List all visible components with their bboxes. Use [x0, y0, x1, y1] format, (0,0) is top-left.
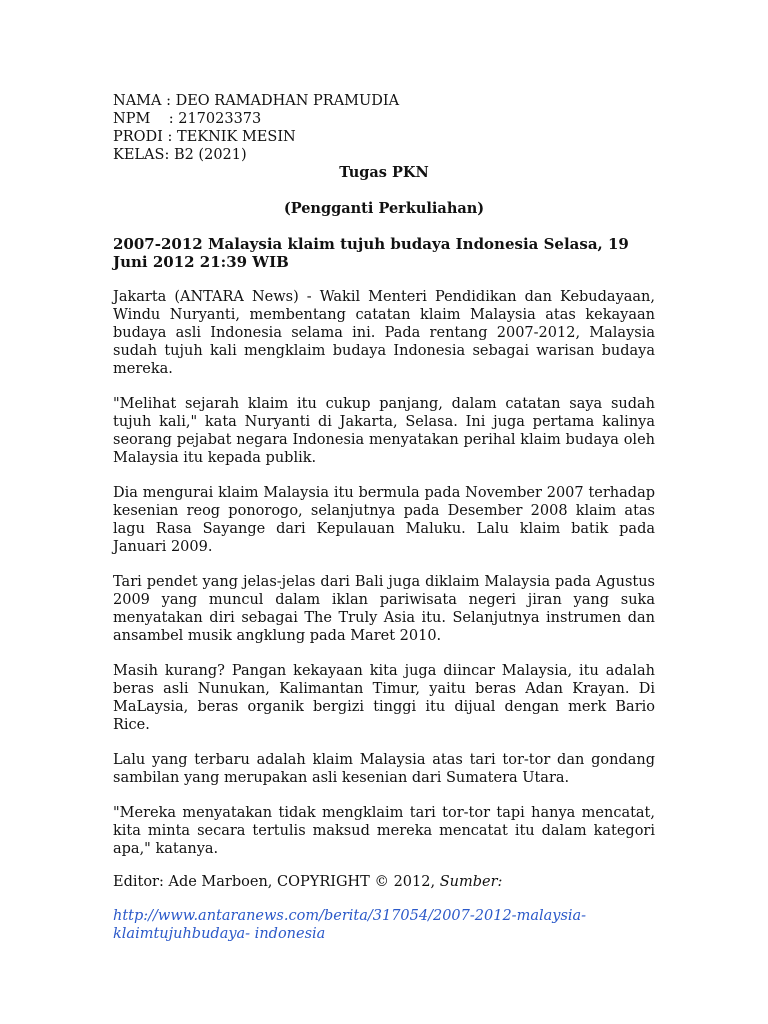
paragraph-1: Jakarta (ANTARA News) - Wakil Menteri Pendidikan dan Kebudayaan, Windu Nuryanti, membentang catatan klaim Malaysia atas kekayaan budaya asli Indonesia selama ini. Pada rentang 2007-2012, Malaysia sudah tujuh kali mengklaim budaya Indonesia sebagai warisan budaya mereka.	[113, 289, 655, 377]
assignment-subtitle: (Pengganti Perkuliahan)	[283, 200, 485, 217]
editor-text: Editor: Ade Marboen, COPYRIGHT © 2012,	[113, 874, 440, 890]
editor-credit	[113, 873, 655, 891]
source-link-line-2[interactable]: klaimtujuhbudaya- indonesia	[113, 926, 326, 942]
paragraph-2: "Melihat sejarah klaim itu cukup panjang, dalam catatan saya sudah tujuh kali," kata Nuryanti di Jakarta, Selasa. Ini juga pertama kalinya seorang pejabat negara Indonesia menyatakan perihal klaim budaya oleh Malaysia itu kepada publik.	[113, 396, 655, 466]
source-link-block	[113, 907, 655, 943]
paragraph-3: Dia mengurai klaim Malaysia itu bermula pada November 2007 terhadap kesenian reog ponorogo, selanjutnya pada Desember 2008 klaim atas lagu Rasa Sayange dari Kepulauan Maluku. Lalu klaim batik pada Januari 2009.	[113, 485, 655, 555]
document-content	[113, 92, 655, 943]
student-info	[113, 92, 655, 164]
paragraph-4: Tari pendet yang jelas-jelas dari Bali juga diklaim Malaysia pada Agustus 2009 yang muncul dalam iklan pariwisata negeri jiran yang suka menyatakan diri sebagai The Truly Asia itu. Selanjutnya instrumen dan ansambel musik angklung pada Maret 2010.	[113, 574, 655, 644]
sumber-label: Sumber:	[439, 874, 503, 890]
article-headline: 2007-2012 Malaysia klaim tujuh budaya Indonesia Selasa, 19 Juni 2012 21:39 WIB	[113, 235, 629, 271]
source-link-line-1[interactable]: http://www.antaranews.com/berita/317054/2007-2012-malaysia-	[113, 908, 587, 924]
assignment-title: Tugas PKN	[339, 164, 429, 181]
paragraph-7: "Mereka menyatakan tidak mengklaim tari tor-tor tapi hanya mencatat, kita minta secara tertulis maksud mereka mencatat itu dalam kategori apa," katanya.	[113, 805, 655, 857]
student-name: NAMA : DEO RAMADHAN PRAMUDIA	[113, 93, 400, 109]
paragraph-5: Masih kurang? Pangan kekayaan kita juga diincar Malaysia, itu adalah beras asli Nunukan, Kalimantan Timur, yaitu beras Adan Krayan. Di MaLaysia, beras organik bergizi tinggi itu dijual dengan merk Bario Rice.	[113, 663, 655, 733]
student-prodi: PRODI : TEKNIK MESIN	[113, 129, 296, 145]
paragraph-6: Lalu yang terbaru adalah klaim Malaysia atas tari tor-tor dan gondang sambilan yang merupakan asli kesenian dari Sumatera Utara.	[113, 752, 655, 786]
student-kelas: KELAS: B2 (2021)	[113, 147, 247, 163]
student-npm: NPM : 217023373	[113, 111, 262, 127]
